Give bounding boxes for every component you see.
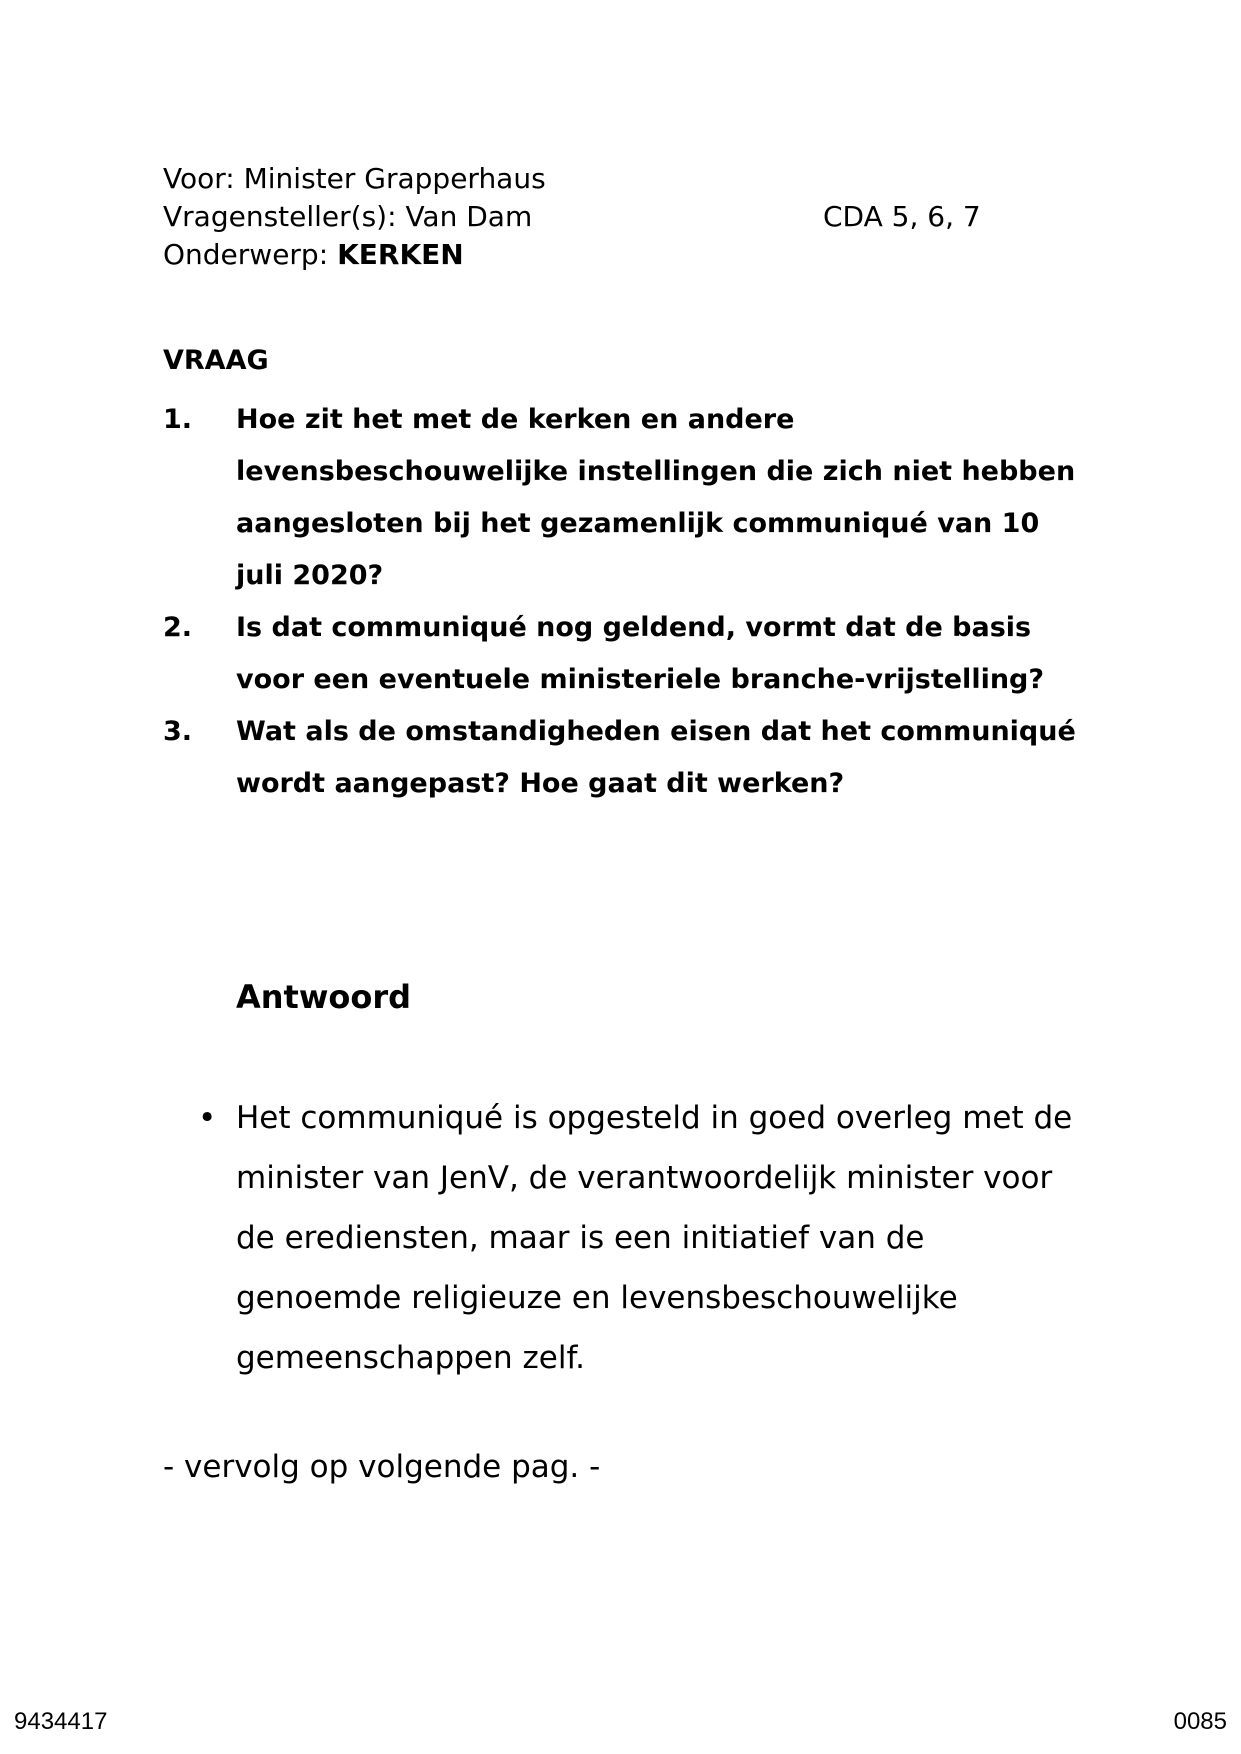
- question-heading: VRAAG: [163, 345, 269, 376]
- question-item-2: [163, 602, 1083, 706]
- subject-label: Onderwerp:: [163, 238, 329, 271]
- footer-document-code: 9434417: [14, 1708, 108, 1735]
- footer-page-code: 0085: [1173, 1708, 1227, 1735]
- subject-line: [163, 236, 1003, 274]
- recipient-label: Voor:: [163, 162, 235, 195]
- answer-text: Het communiqué is opgesteld in goed overleg met de minister van JenV, de verantwoordelijk minister voor de erediensten, maar is een initiatief van de genoemde religieuze en levensbeschouwelijke gemeenschappen zelf.: [236, 1100, 1073, 1376]
- question-number: 1.: [163, 404, 193, 435]
- questioner-line: [163, 198, 1003, 236]
- document-header: [163, 160, 1003, 274]
- questioner-value: Van Dam: [405, 200, 533, 233]
- answer-heading: Antwoord: [236, 978, 412, 1016]
- bullet-icon: •: [198, 1100, 217, 1136]
- answer-item: [198, 1088, 1096, 1388]
- question-list: [163, 394, 1083, 810]
- question-number: 3.: [163, 716, 193, 747]
- question-item-1: [163, 394, 1083, 602]
- question-number: 2.: [163, 612, 193, 643]
- question-text: Hoe zit het met de kerken en andere levensbeschouwelijke instellingen die zich niet hebben aangesloten bij het gezamenlijk communiqué van 10 juli 2020?: [236, 404, 1076, 591]
- recipient-value: Minister Grapperhaus: [243, 162, 546, 195]
- answer-list: [198, 1088, 1096, 1388]
- recipient-line: [163, 160, 1003, 198]
- question-text: Wat als de omstandigheden eisen dat het communiqué wordt aangepast? Hoe gaat dit werken?: [236, 716, 1076, 799]
- question-text: Is dat communiqué nog geldend, vormt dat de basis voor een eventuele ministeriele branche-vrijstelling?: [236, 612, 1045, 695]
- subject-value: KERKEN: [337, 238, 464, 271]
- questioner-label: Vragensteller(s):: [163, 200, 397, 233]
- continuation-note: - vervolg op volgende pag. -: [163, 1449, 601, 1485]
- party-reference: CDA 5, 6, 7: [823, 200, 981, 233]
- question-item-3: [163, 706, 1083, 810]
